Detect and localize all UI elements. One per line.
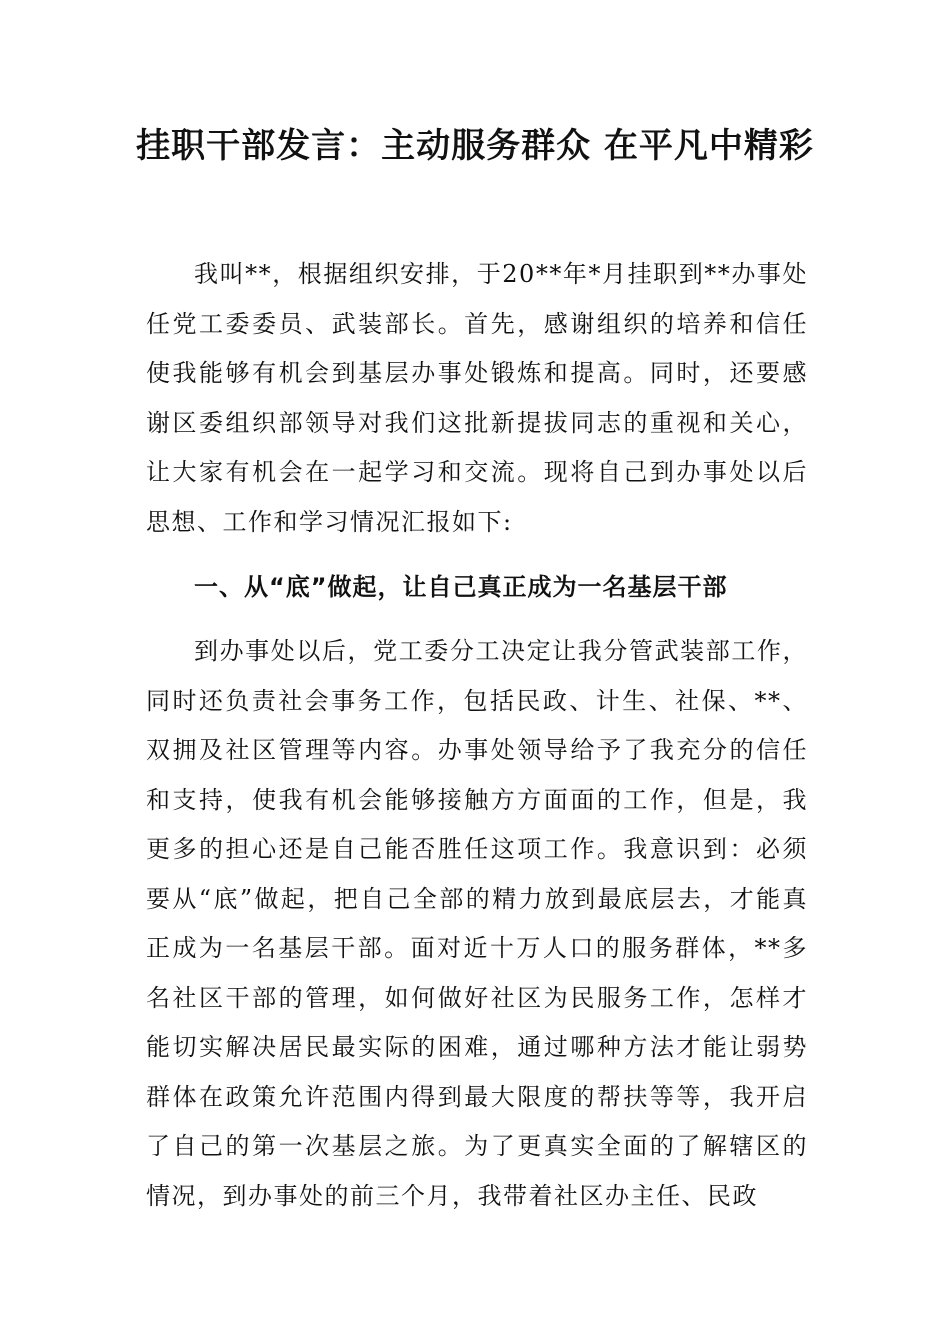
section-heading: 一、从“底”做起，让自己真正成为一名基层干部	[194, 573, 728, 601]
document-body	[146, 250, 808, 1221]
document-title: 挂职干部发言：主动服务群众 在平凡中精彩	[136, 126, 814, 166]
intro-paragraph: 我叫**，根据组织安排，于20**年*月挂职到**办事处任党工委委员、武装部长。首先，感谢组织的培养和信任使我能够有机会到基层办事处锻炼和提高。同时，还要感谢区委组织部领导对我们这批新提拔同志的重视和关心，让大家有机会在一起学习和交流。现将自己到办事处以后思想、工作和学习情况汇报如下:	[146, 260, 808, 536]
section-paragraph: 到办事处以后，党工委分工决定让我分管武装部工作，同时还负责社会事务工作，包括民政、计生、社保、**、双拥及社区管理等内容。办事处领导给予了我充分的信任和支持，使我有机会能够接触方方面面的工作，但是，我更多的担心还是自己能否胜任这项工作。我意识到：必须要从“底”做起，把自己全部的精力放到最底层去，才能真正成为一名基层干部。面对近十万人口的服务群体，**多名社区干部的管理，如何做好社区为民服务工作，怎样才能切实解决居民最实际的困难，通过哪种方法才能让弱势群体在政策允许范围内得到最大限度的帮扶等等，我开启了自己的第一次基层之旅。为了更真实全面的了解辖区的情况，到办事处的前三个月，我带着社区办主任、民政	[146, 637, 808, 1210]
